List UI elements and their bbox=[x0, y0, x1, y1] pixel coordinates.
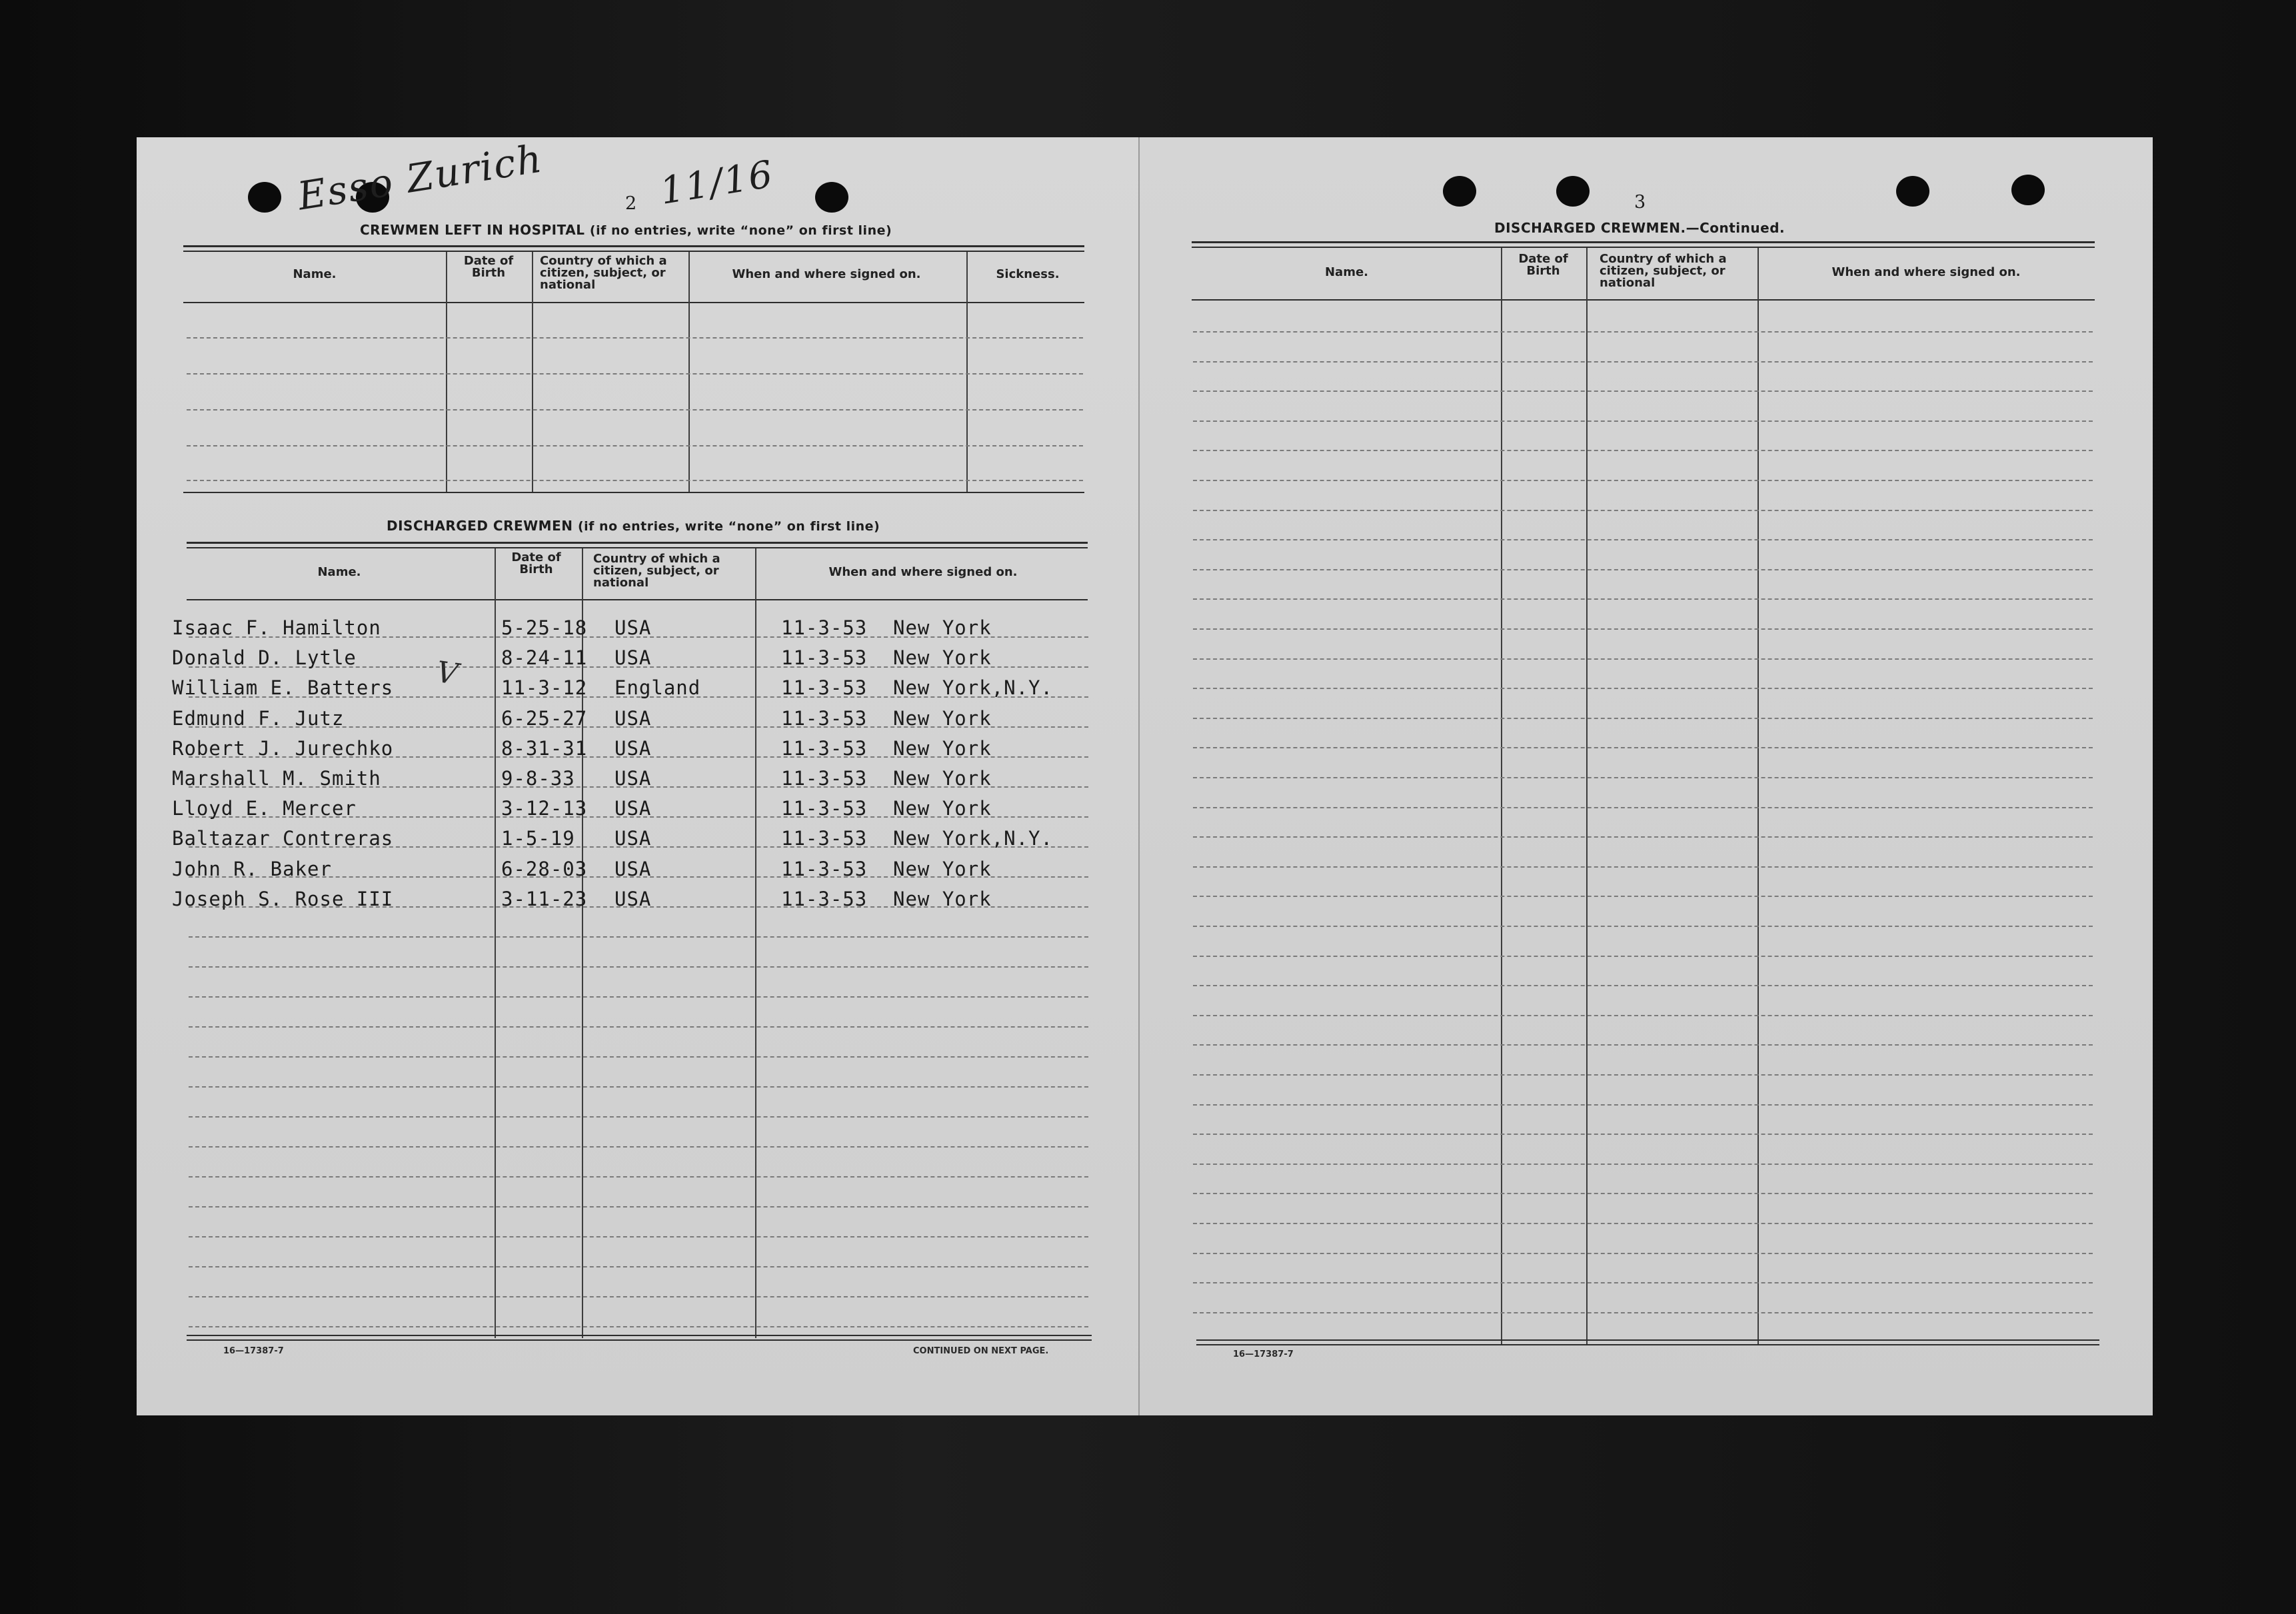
header-dob: Date of Birth bbox=[1518, 252, 1568, 278]
entry-line bbox=[1193, 1223, 2093, 1224]
header-dob: Date of Birth bbox=[511, 550, 561, 576]
entry-line bbox=[189, 936, 1088, 938]
entry-line bbox=[1193, 1253, 2093, 1254]
entry-line bbox=[187, 445, 1083, 446]
crew-name-cell: Donald D. Lytle bbox=[172, 646, 357, 670]
punch-hole bbox=[1443, 176, 1476, 207]
column-divider bbox=[1586, 248, 1588, 1344]
entry-line bbox=[1193, 1282, 2093, 1283]
entry-line bbox=[1193, 1193, 2093, 1194]
entry-line bbox=[1193, 896, 2093, 897]
column-divider bbox=[446, 252, 447, 492]
continued-note: CONTINUED ON NEXT PAGE. bbox=[913, 1346, 1049, 1356]
entry-line bbox=[1193, 836, 2093, 838]
rule bbox=[183, 245, 1084, 247]
entry-line bbox=[1193, 628, 2093, 630]
crew-name-cell: Isaac F. Hamilton bbox=[172, 616, 381, 639]
crew-dob-cell: 1-5-19 bbox=[501, 827, 575, 850]
crew-name-cell: Edmund F. Jutz bbox=[172, 706, 345, 730]
crew-dob-cell: 5-25-18 bbox=[501, 616, 588, 639]
entry-line bbox=[1193, 956, 2093, 957]
header-name: Name. bbox=[1324, 265, 1368, 279]
entry-line bbox=[189, 1116, 1088, 1118]
crew-date-cell: 11-3-53 bbox=[781, 676, 868, 700]
header-country: Country of which a citizen, subject, or national bbox=[1600, 252, 1727, 290]
form-number: 16—17387-7 bbox=[223, 1346, 284, 1356]
entry-line bbox=[1193, 569, 2093, 570]
crew-date-cell: 11-3-53 bbox=[781, 827, 868, 850]
crew-date-cell: 11-3-53 bbox=[781, 616, 868, 639]
crew-date-cell: 11-3-53 bbox=[781, 646, 868, 670]
crew-country-cell: USA bbox=[614, 646, 652, 670]
crew-name-cell: Marshall M. Smith bbox=[172, 767, 381, 790]
rule bbox=[187, 599, 1088, 600]
crew-dob-cell: 6-28-03 bbox=[501, 857, 588, 880]
crew-place-cell: New York bbox=[893, 887, 992, 910]
entry-line bbox=[189, 1266, 1088, 1267]
rule bbox=[187, 1339, 1092, 1341]
header-country: Country of which a citizen, subject, or national bbox=[540, 254, 667, 292]
crew-place-cell: New York,N.Y. bbox=[893, 827, 1053, 850]
entry-line bbox=[1193, 391, 2093, 392]
crew-date-cell: 11-3-53 bbox=[781, 767, 868, 790]
crew-country-cell: USA bbox=[614, 797, 652, 820]
form-number: 16—17387-7 bbox=[1233, 1349, 1294, 1359]
crew-country-cell: USA bbox=[614, 767, 652, 790]
check-mark: V bbox=[434, 655, 461, 692]
crew-place-cell: New York bbox=[893, 646, 992, 670]
header-name: Name. bbox=[293, 267, 337, 281]
crew-place-cell: New York bbox=[893, 706, 992, 730]
header-signed-on: When and where signed on. bbox=[828, 565, 1018, 579]
punch-hole bbox=[815, 182, 848, 213]
discharged-continued-title: DISCHARGED CREWMEN.—Continued. bbox=[1494, 220, 1785, 236]
rule bbox=[1196, 1344, 2099, 1345]
crew-dob-cell: 8-31-31 bbox=[501, 736, 588, 760]
crew-dob-cell: 9-8-33 bbox=[501, 767, 575, 790]
crew-country-cell: USA bbox=[614, 857, 652, 880]
crew-dob-cell: 8-24-11 bbox=[501, 646, 588, 670]
punch-hole bbox=[2011, 175, 2045, 205]
handwritten-ship-name: Esso Zurich bbox=[294, 135, 547, 219]
crew-name-cell: John R. Baker bbox=[172, 857, 332, 880]
crew-country-cell: USA bbox=[614, 887, 652, 910]
entry-line bbox=[189, 966, 1088, 968]
crew-dob-cell: 3-11-23 bbox=[501, 887, 588, 910]
crew-date-cell: 11-3-53 bbox=[781, 736, 868, 760]
crew-dob-cell: 6-25-27 bbox=[501, 706, 588, 730]
crew-date-cell: 11-3-53 bbox=[781, 797, 868, 820]
entry-line bbox=[189, 1146, 1088, 1148]
entry-line bbox=[1193, 985, 2093, 986]
entry-line bbox=[189, 996, 1088, 998]
crew-country-cell: USA bbox=[614, 736, 652, 760]
crew-name-cell: William E. Batters bbox=[172, 676, 394, 700]
entry-line bbox=[1193, 1104, 2093, 1106]
entry-line bbox=[1193, 1134, 2093, 1135]
entry-line bbox=[189, 1236, 1088, 1237]
crew-name-cell: Joseph S. Rose III bbox=[172, 887, 394, 910]
entry-line bbox=[1193, 688, 2093, 689]
entry-line bbox=[1193, 777, 2093, 778]
crew-date-cell: 11-3-53 bbox=[781, 857, 868, 880]
entry-line bbox=[187, 409, 1083, 410]
entry-line bbox=[1193, 361, 2093, 363]
page-number: 3 bbox=[1634, 192, 1646, 213]
rule bbox=[1192, 247, 2095, 248]
header-country: Country of which a citizen, subject, or national bbox=[593, 552, 720, 590]
crew-country-cell: USA bbox=[614, 616, 652, 639]
entry-line bbox=[189, 1026, 1088, 1028]
entry-line bbox=[189, 1296, 1088, 1297]
entry-line bbox=[1193, 450, 2093, 451]
header-signed-on: When and where signed on. bbox=[1831, 265, 2021, 279]
punch-hole bbox=[1556, 176, 1590, 207]
crew-dob-cell: 3-12-13 bbox=[501, 797, 588, 820]
column-divider bbox=[1757, 248, 1759, 1344]
rule bbox=[1192, 299, 2095, 301]
entry-line bbox=[1193, 866, 2093, 868]
entry-line bbox=[1193, 598, 2093, 600]
crew-place-cell: New York bbox=[893, 767, 992, 790]
entry-line bbox=[1193, 926, 2093, 927]
entry-line bbox=[187, 480, 1083, 481]
entry-line bbox=[1193, 718, 2093, 719]
header-signed-on: When and where signed on. bbox=[732, 267, 921, 281]
entry-line bbox=[1193, 420, 2093, 422]
crew-place-cell: New York bbox=[893, 616, 992, 639]
entry-line bbox=[1193, 510, 2093, 511]
crew-date-cell: 11-3-53 bbox=[781, 706, 868, 730]
entry-line bbox=[1193, 1312, 2093, 1313]
header-dob: Date of Birth bbox=[463, 254, 514, 280]
entry-line bbox=[189, 1326, 1088, 1327]
hospital-section-title: CREWMEN LEFT IN HOSPITAL (if no entries, write “none” on first line) bbox=[360, 222, 892, 238]
crew-date-cell: 11-3-53 bbox=[781, 887, 868, 910]
crew-country-cell: England bbox=[614, 676, 701, 700]
header-sickness: Sickness. bbox=[996, 267, 1060, 281]
entry-line bbox=[1193, 331, 2093, 333]
entry-line bbox=[187, 337, 1083, 339]
column-divider bbox=[1501, 248, 1502, 1344]
entry-line bbox=[1193, 747, 2093, 748]
column-divider bbox=[966, 252, 968, 492]
column-divider bbox=[532, 252, 533, 492]
entry-line bbox=[189, 1086, 1088, 1088]
crew-name-cell: Lloyd E. Mercer bbox=[172, 797, 357, 820]
rule bbox=[183, 251, 1084, 252]
entry-line bbox=[189, 1056, 1088, 1058]
page-number: 2 bbox=[625, 193, 637, 214]
crew-dob-cell: 11-3-12 bbox=[501, 676, 588, 700]
column-divider bbox=[688, 252, 690, 492]
crew-name-cell: Robert J. Jurechko bbox=[172, 736, 394, 760]
entry-line bbox=[1193, 1164, 2093, 1165]
rule bbox=[187, 1335, 1092, 1336]
crew-country-cell: USA bbox=[614, 827, 652, 850]
crew-place-cell: New York bbox=[893, 736, 992, 760]
rule bbox=[1196, 1339, 2099, 1341]
rule bbox=[187, 547, 1088, 548]
crew-place-cell: New York bbox=[893, 797, 992, 820]
entry-line bbox=[1193, 1074, 2093, 1076]
rule bbox=[183, 492, 1084, 493]
punch-hole bbox=[248, 182, 281, 213]
entry-line bbox=[1193, 1044, 2093, 1046]
rule bbox=[187, 542, 1088, 544]
entry-line bbox=[1193, 807, 2093, 808]
entry-line bbox=[1193, 480, 2093, 481]
handwritten-date: 11/16 bbox=[656, 152, 777, 214]
discharged-section-title: DISCHARGED CREWMEN (if no entries, write “none” on first line) bbox=[387, 518, 880, 534]
entry-line bbox=[1193, 1015, 2093, 1016]
crew-country-cell: USA bbox=[614, 706, 652, 730]
rule bbox=[183, 302, 1084, 303]
crew-place-cell: New York,N.Y. bbox=[893, 676, 1053, 700]
entry-line bbox=[189, 1176, 1088, 1178]
crew-name-cell: Baltazar Contreras bbox=[172, 827, 394, 850]
entry-line bbox=[189, 1206, 1088, 1208]
entry-line bbox=[1193, 539, 2093, 540]
crew-place-cell: New York bbox=[893, 857, 992, 880]
punch-hole bbox=[1896, 176, 1929, 207]
rule bbox=[1192, 241, 2095, 243]
header-name: Name. bbox=[317, 565, 361, 579]
entry-line bbox=[1193, 658, 2093, 660]
entry-line bbox=[187, 373, 1083, 375]
